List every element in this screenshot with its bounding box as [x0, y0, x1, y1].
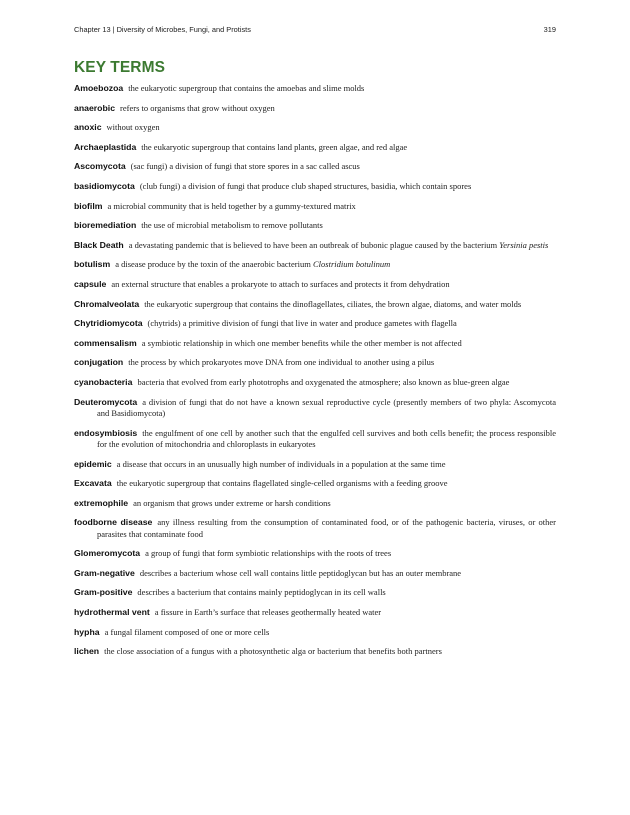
glossary-entry — [74, 142, 556, 153]
glossary-term: hydrothermal vent — [74, 607, 150, 618]
glossary-definition: (club fungi) a division of fungi that produce club shaped structures, basidia, which contain spores — [139, 180, 472, 191]
glossary-definition: an external structure that enables a prokaryote to attach to surfaces and protects it from dehydration — [111, 278, 450, 289]
glossary-term: cyanobacteria — [74, 376, 133, 387]
glossary-definition: the process by which prokaryotes move DNA from one individual to another using a pilus — [128, 357, 435, 368]
glossary-entry — [74, 548, 556, 559]
running-header — [74, 25, 556, 34]
glossary-entry — [74, 201, 556, 212]
glossary-entry — [74, 122, 556, 133]
glossary-entry — [74, 627, 556, 638]
glossary-term: basidiomycota — [74, 180, 135, 191]
glossary-entry — [74, 428, 556, 451]
glossary-entry — [74, 83, 556, 94]
glossary-definition: the engulfment of one cell by another such that the engulfed cell survives and both cells benefit; the process responsible for the evolution of mitochondria and chloroplasts in eukaryotes — [97, 427, 556, 449]
glossary-entry — [74, 220, 556, 231]
glossary-term: capsule — [74, 278, 107, 289]
glossary-entry — [74, 587, 556, 598]
glossary-term: Amoebozoa — [74, 83, 124, 93]
page-number: 319 — [543, 25, 556, 34]
glossary-definition: a disease produce by the toxin of the anaerobic bacterium — [115, 259, 311, 270]
glossary-term: Chromalveolata — [74, 298, 140, 309]
glossary-term: Gram-positive — [74, 587, 133, 598]
glossary-term: Deuteromycota — [74, 396, 138, 407]
glossary-entry — [74, 299, 556, 310]
glossary-definition: the eukaryotic supergroup that contains flagellated single-celled organisms with a feeding groove — [116, 478, 448, 489]
glossary-list — [74, 83, 556, 666]
glossary-entry — [74, 459, 556, 470]
glossary-definition: a disease that occurs in an unusually high number of individuals in a population at the same time — [116, 458, 446, 469]
glossary-term: lichen — [74, 646, 100, 657]
glossary-entry — [74, 259, 556, 270]
glossary-definition: an organism that grows under extreme or harsh conditions — [133, 497, 331, 508]
glossary-definition: refers to organisms that grow without oxygen — [120, 102, 275, 113]
glossary-scientific-name: Clostridium botulinum — [313, 259, 391, 270]
glossary-term: conjugation — [74, 357, 124, 368]
glossary-term: Chytridiomycota — [74, 318, 143, 329]
glossary-entry — [74, 161, 556, 172]
glossary-term: endosymbiosis — [74, 427, 138, 438]
glossary-entry — [74, 338, 556, 349]
glossary-definition: the eukaryotic supergroup that contains land plants, green algae, and red algae — [141, 141, 408, 152]
glossary-term: hypha — [74, 626, 100, 637]
glossary-definition: a symbiotic relationship in which one member benefits while the other member is not affected — [141, 337, 462, 348]
section-title: KEY TERMS — [74, 59, 166, 76]
glossary-definition: the close association of a fungus with a photosynthetic alga or bacterium that benefits both partners — [104, 646, 442, 657]
glossary-term: extremophile — [74, 497, 129, 508]
glossary-term: Gram-negative — [74, 567, 135, 578]
glossary-definition: any illness resulting from the consumption of contaminated food, or of the pathogenic bacteria, viruses, or other parasites that contaminate food — [97, 517, 556, 539]
glossary-definition: bacteria that evolved from early phototrophs and oxygenated the atmosphere; also known as blue-green algae — [137, 376, 510, 387]
glossary-entry — [74, 397, 556, 420]
glossary-term: bioremediation — [74, 220, 137, 231]
glossary-scientific-name: Yersinia pestis — [499, 239, 549, 250]
glossary-entry — [74, 517, 556, 540]
glossary-term: epidemic — [74, 458, 112, 469]
glossary-term: Excavata — [74, 478, 112, 489]
glossary-term: anaerobic — [74, 102, 116, 113]
glossary-entry — [74, 279, 556, 290]
glossary-definition: a fungal filament composed of one or more cells — [104, 626, 270, 637]
glossary-entry — [74, 318, 556, 329]
glossary-definition: a microbial community that is held together by a gummy-textured matrix — [107, 200, 356, 211]
glossary-definition: (sac fungi) a division of fungi that store spores in a sac called ascus — [130, 161, 360, 172]
glossary-term: Glomeromycota — [74, 548, 141, 559]
glossary-term: anoxic — [74, 122, 102, 133]
glossary-entry — [74, 377, 556, 388]
glossary-entry — [74, 240, 556, 251]
chapter-title: Chapter 13 | Diversity of Microbes, Fungi, and Protists — [74, 25, 251, 34]
glossary-entry — [74, 568, 556, 579]
glossary-definition: the eukaryotic supergroup that contains the dinoflagellates, ciliates, the brown algae, diatoms, and water molds — [144, 298, 522, 309]
glossary-definition: the use of microbial metabolism to remove pollutants — [141, 220, 323, 231]
glossary-definition: a group of fungi that form symbiotic relationships with the roots of trees — [145, 548, 392, 559]
glossary-entry — [74, 646, 556, 657]
glossary-definition: a division of fungi that do not have a known sexual reproductive cycle (presently members of two phyla: Ascomycota and Basidiomycota) — [97, 396, 556, 418]
glossary-term: foodborne disease — [74, 517, 153, 528]
glossary-definition: describes a bacterium that contains mainly peptidoglycan in its cell walls — [137, 587, 386, 598]
glossary-term: biofilm — [74, 200, 103, 211]
glossary-entry — [74, 498, 556, 509]
glossary-definition: without oxygen — [106, 122, 160, 133]
glossary-entry — [74, 607, 556, 618]
glossary-definition: the eukaryotic supergroup that contains the amoebas and slime molds — [128, 83, 365, 93]
glossary-term: botulism — [74, 259, 111, 270]
glossary-entry — [74, 181, 556, 192]
glossary-definition: describes a bacterium whose cell wall contains little peptidoglycan but has an outer membrane — [139, 567, 462, 578]
glossary-entry — [74, 357, 556, 368]
glossary-term: Black Death — [74, 239, 124, 250]
glossary-definition: (chytrids) a primitive division of fungi that live in water and produce gametes with flagella — [147, 318, 457, 329]
glossary-entry — [74, 478, 556, 489]
glossary-entry — [74, 103, 556, 114]
glossary-term: Ascomycota — [74, 161, 126, 172]
glossary-term: Archaeplastida — [74, 141, 137, 152]
glossary-definition: a devastating pandemic that is believed to have been an outbreak of bubonic plague caused by the bacterium — [128, 239, 498, 250]
glossary-definition: a fissure in Earth’s surface that releases geothermally heated water — [154, 607, 382, 618]
glossary-term: commensalism — [74, 337, 137, 348]
